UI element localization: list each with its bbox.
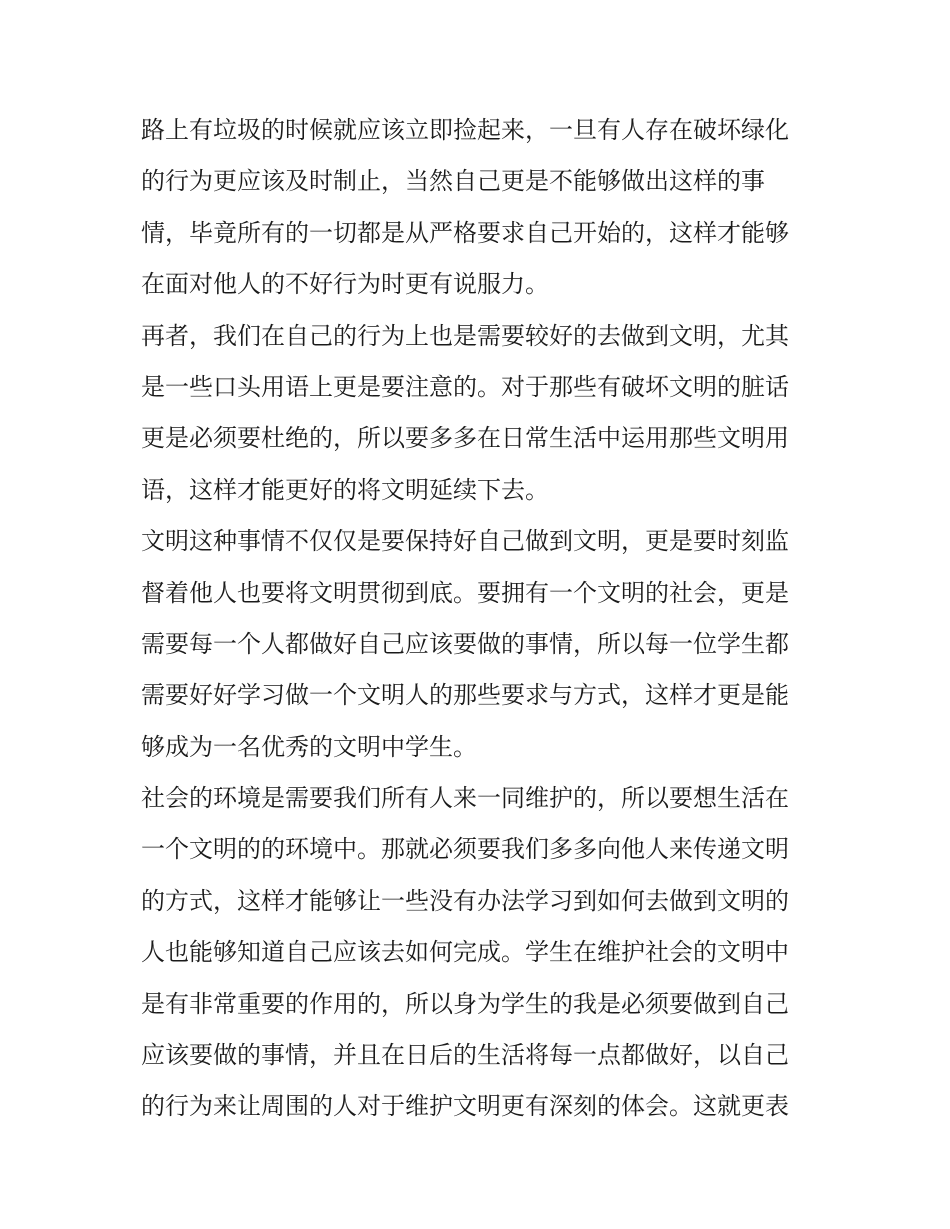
text-line: 够成为一名优秀的文明中学生。 (141, 732, 477, 761)
document-body-text (141, 108, 813, 1136)
text-line: 是有非常重要的作用的，所以身为学生的我是必须要做到自己 (141, 989, 789, 1018)
text-line: 社会的环境是需要我们所有人来一同维护的，所以要想生活在 (141, 784, 789, 813)
text-line: 需要每一个人都做好自己应该要做的事情，所以每一位学生都 (141, 629, 789, 658)
text-line: 是一些口头用语上更是要注意的。对于那些有破坏文明的脏话 (141, 372, 789, 401)
text-line: 再者，我们在自己的行为上也是需要较好的去做到文明，尤其 (141, 321, 789, 350)
text-line: 在面对他人的不好行为时更有说服力。 (141, 270, 549, 299)
text-line: 文明这种事情不仅仅是要保持好自己做到文明，更是要时刻监 (141, 527, 789, 556)
text-line: 路上有垃圾的时候就应该立即捡起来，一旦有人存在破坏绿化 (141, 116, 789, 144)
text-line: 的行为来让周围的人对于维护文明更有深刻的体会。这就更表 (141, 1092, 789, 1121)
text-line: 语，这样才能更好的将文明延续下去。 (141, 475, 549, 504)
text-line: 需要好好学习做一个文明人的那些要求与方式，这样才更是能 (141, 681, 789, 710)
text-line: 的方式，这样才能够让一些没有办法学习到如何去做到文明的 (141, 886, 789, 915)
text-line: 情，毕竟所有的一切都是从严格要求自己开始的，这样才能够 (141, 218, 789, 247)
text-line: 的行为更应该及时制止，当然自己更是不能够做出这样的事 (141, 167, 765, 196)
text-line: 更是必须要杜绝的，所以要多多在日常生活中运用那些文明用 (141, 424, 789, 453)
text-line: 督着他人也要将文明贯彻到底。要拥有一个文明的社会，更是 (141, 578, 789, 607)
text-line: 人也能够知道自己应该去如何完成。学生在维护社会的文明中 (141, 938, 789, 967)
text-line: 一个文明的的环境中。那就必须要我们多多向他人来传递文明 (141, 835, 789, 864)
text-line: 应该要做的事情，并且在日后的生活将每一点都做好，以自己 (141, 1041, 789, 1070)
